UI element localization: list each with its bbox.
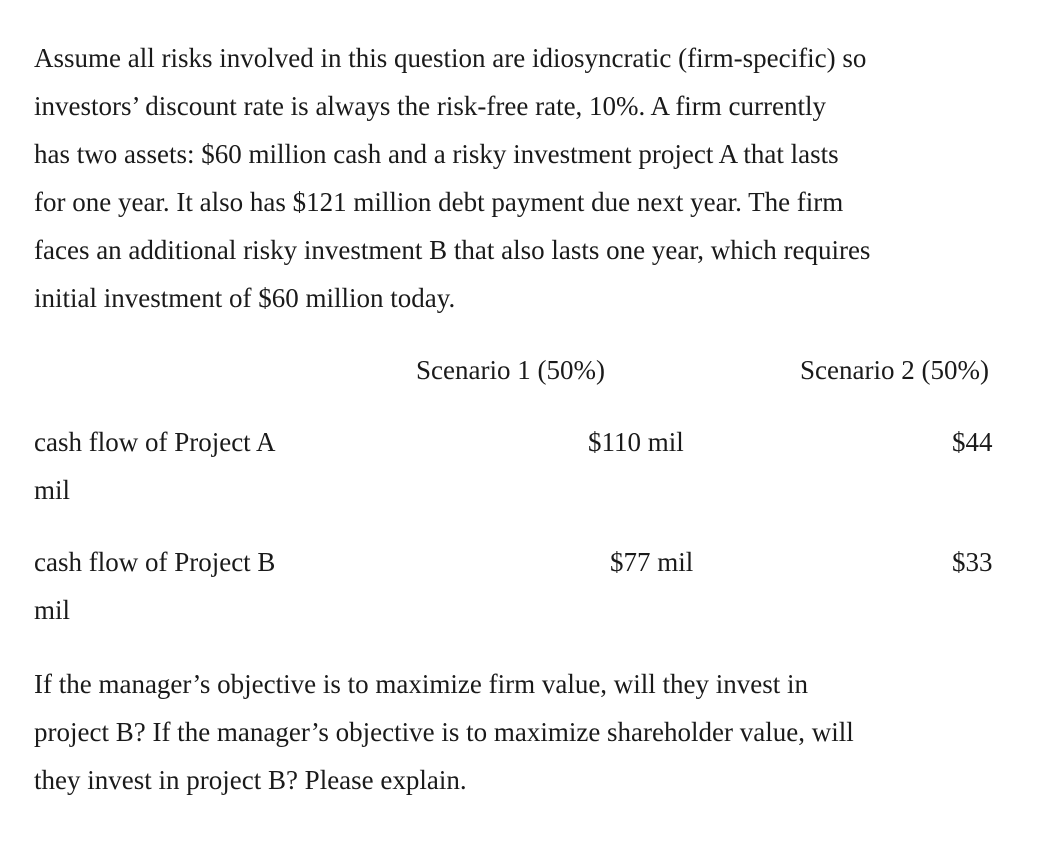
scenario-1-header: Scenario 1 (50%) — [416, 355, 605, 385]
project-b-scenario-2-value: $33 — [952, 547, 993, 577]
intro-line: has two assets: $60 million cash and a risky investment project A that lasts — [34, 139, 839, 169]
row-label-project-b — [34, 538, 275, 634]
question-paragraph — [34, 660, 1034, 804]
row-label-line: mil — [34, 475, 71, 505]
row-label-line: cash flow of Project B — [34, 547, 276, 577]
row-label-project-a — [34, 418, 275, 514]
intro-paragraph — [34, 34, 1034, 322]
project-a-scenario-1-value: $110 mil — [588, 427, 684, 457]
question-line: they invest in project B? Please explain. — [34, 765, 467, 795]
question-line: If the manager’s objective is to maximize firm value, will they invest in — [34, 669, 809, 699]
scenario-2-header: Scenario 2 (50%) — [800, 355, 989, 385]
row-label-line: cash flow of Project A — [34, 427, 276, 457]
question-line: project B? If the manager’s objective is to maximize shareholder value, will — [34, 717, 854, 747]
project-b-scenario-1-value: $77 mil — [610, 547, 694, 577]
intro-line: Assume all risks involved in this question are idiosyncratic (firm-specific) so — [34, 43, 867, 73]
project-a-scenario-2-value: $44 — [952, 427, 993, 457]
intro-line: investors’ discount rate is always the risk-free rate, 10%. A firm currently — [34, 91, 827, 121]
row-label-line: mil — [34, 595, 71, 625]
intro-line: for one year. It also has $121 million debt payment due next year. The firm — [34, 187, 844, 217]
intro-line: faces an additional risky investment B that also lasts one year, which requires — [34, 235, 871, 265]
intro-line: initial investment of $60 million today. — [34, 283, 456, 313]
